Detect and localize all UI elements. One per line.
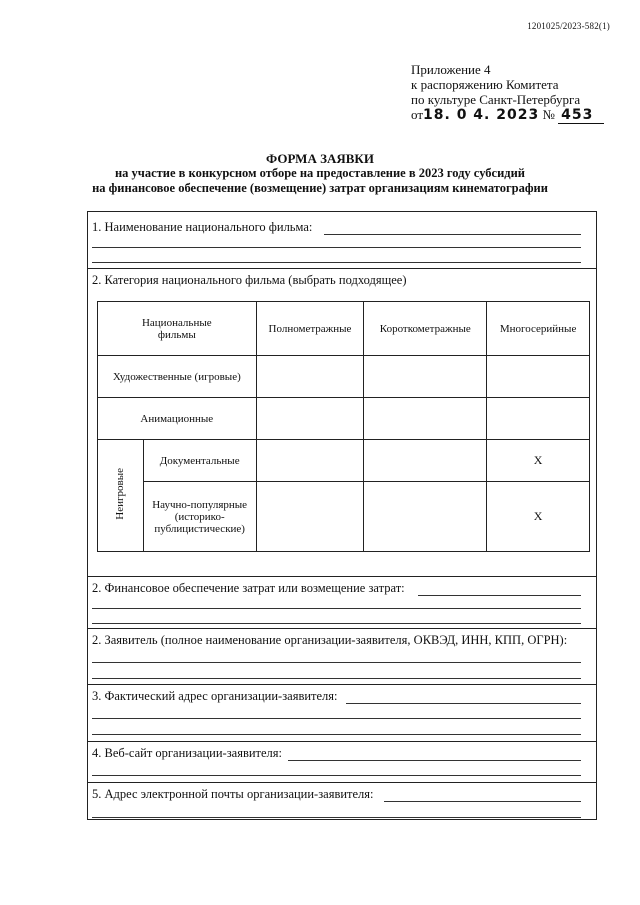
- popsci-line: Научно-популярные: [152, 498, 248, 511]
- row-header-documentary: Документальные: [143, 440, 256, 482]
- email-line[interactable]: [92, 803, 581, 818]
- row-header-feature: Художественные (игровые): [98, 356, 257, 398]
- checkbox-cell[interactable]: [364, 440, 487, 482]
- row-group-nonfiction: [98, 440, 144, 552]
- film-name-line[interactable]: [92, 248, 581, 263]
- checkbox-cell[interactable]: [364, 482, 487, 552]
- film-category-label: 2. Категория национального фильма (выбрать подходящее): [92, 273, 409, 288]
- website-label: 4. Веб-сайт организации-заявителя:: [92, 746, 285, 761]
- section-divider: [88, 576, 596, 577]
- website-field[interactable]: [288, 746, 581, 761]
- checkbox-cell[interactable]: [256, 356, 364, 398]
- appendix-line: к распоряжению Комитета: [411, 77, 559, 92]
- date-number-line: [411, 107, 604, 124]
- website-line[interactable]: [92, 761, 581, 776]
- table-corner-header: [98, 302, 257, 356]
- address-field[interactable]: [346, 689, 581, 704]
- column-header-multiseries: Многосерийные: [487, 302, 590, 356]
- film-name-line[interactable]: [92, 233, 581, 248]
- appendix-line: по культуре Санкт-Петербурга: [411, 92, 581, 107]
- film-name-label: 1. Наименование национального фильма:: [92, 220, 315, 235]
- form-title: [0, 151, 640, 196]
- checkbox-cell[interactable]: [256, 482, 364, 552]
- address-line[interactable]: [92, 704, 581, 719]
- address-line[interactable]: [92, 720, 581, 735]
- section-divider: [88, 628, 596, 629]
- funding-type-label: 2. Финансовое обеспечение затрат или возмещение затрат:: [92, 581, 408, 596]
- row-header-popular-science: [143, 482, 256, 552]
- checkbox-cell[interactable]: [256, 440, 364, 482]
- funding-type-line[interactable]: [92, 594, 581, 609]
- title-line: на участие в конкурсном отборе на предоставление в 2023 году субсидий: [114, 166, 526, 180]
- film-category-table: [97, 301, 590, 552]
- appendix-block: [411, 62, 604, 124]
- nonfiction-label: Неигровые: [114, 468, 127, 520]
- popsci-multiseries-mark[interactable]: X: [487, 482, 590, 552]
- checkbox-cell[interactable]: [487, 356, 590, 398]
- section-divider: [88, 268, 596, 269]
- section-divider: [88, 684, 596, 685]
- documentary-multiseries-mark[interactable]: X: [487, 440, 590, 482]
- checkbox-cell[interactable]: [364, 398, 487, 440]
- number-prefix: №: [542, 107, 555, 122]
- row-header-animation: Анимационные: [98, 398, 257, 440]
- applicant-line[interactable]: [92, 664, 581, 679]
- section-divider: [88, 782, 596, 783]
- applicant-line[interactable]: [92, 648, 581, 663]
- checkbox-cell[interactable]: [364, 356, 487, 398]
- checkbox-cell[interactable]: [256, 398, 364, 440]
- funding-type-line[interactable]: [92, 609, 581, 624]
- date-handwritten: 18. 0 4. 2023: [423, 107, 540, 123]
- title-line: на финансовое обеспечение (возмещение) затрат организациям кинематографии: [92, 181, 548, 195]
- checkbox-cell[interactable]: [487, 398, 590, 440]
- email-field[interactable]: [384, 787, 581, 802]
- popsci-line: (историко-: [174, 510, 225, 523]
- popsci-line: публицистические): [154, 522, 245, 535]
- email-label: 5. Адрес электронной почты организации-заявителя:: [92, 787, 377, 802]
- document-number: 1201025/2023-582(1): [527, 21, 610, 31]
- section-divider: [88, 741, 596, 742]
- address-label: 3. Фактический адрес организации-заявителя:: [92, 689, 341, 704]
- corner-header-line: Национальные: [141, 316, 212, 329]
- column-header-short: Короткометражные: [364, 302, 487, 356]
- date-prefix: от: [411, 107, 424, 122]
- application-form-frame: [87, 211, 597, 820]
- applicant-label: 2. Заявитель (полное наименование организации-заявителя, ОКВЭД, ИНН, КПП, ОГРН):: [92, 633, 570, 648]
- appendix-line: Приложение 4: [411, 62, 491, 77]
- corner-header-line: фильмы: [157, 328, 196, 341]
- number-handwritten: 453: [558, 108, 604, 124]
- title-line: ФОРМА ЗАЯВКИ: [266, 151, 374, 166]
- column-header-feature-length: Полнометражные: [256, 302, 364, 356]
